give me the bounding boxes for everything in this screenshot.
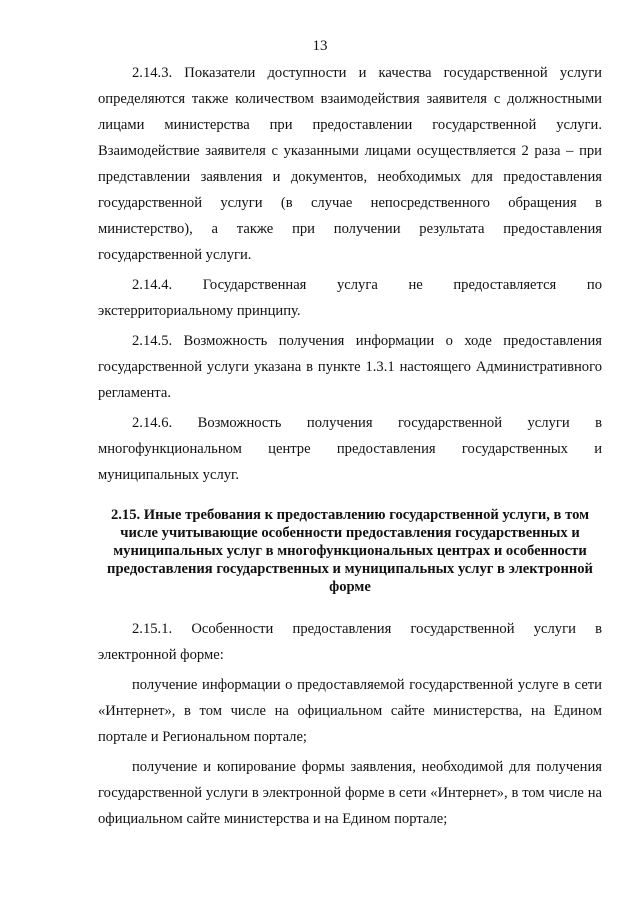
paragraph-2-14-4: 2.14.4. Государственная услуга не предоставляется по экстерриториальному принципу. — [98, 277, 602, 319]
page-number: 13 — [312, 38, 328, 54]
section-heading-block — [98, 506, 602, 596]
paragraphs-before-section — [98, 60, 602, 488]
section-title: 2.15. Иные требования к предоставлению государственной услуги, в том числе учитывающие особенности предоставления государственных и муниципальных услуг в многофункциональных центрах и особенности предоставления государственных и муниципальных услуг в электронной форме — [107, 507, 593, 595]
paragraph-2-15-1: 2.15.1. Особенности предоставления государственной услуги в электронной форме: — [98, 621, 602, 663]
paragraph-2-14-3: 2.14.3. Показатели доступности и качества государственной услуги определяются также количеством взаимодействия заявителя с должностными лицами министерства при предоставлении государственной услуги. Взаимодействие заявителя с указанными лицами осуществляется 2 раза – при представлении заявления и документов, необходимых для предоставления государственной услуги (в случае непосредственного обращения в министерство), а также при получении результата предоставления государственной услуги. — [98, 65, 602, 263]
list-item-info: получение информации о предоставляемой государственной услуге в сети «Интернет», в том числе на официальном сайте министерства, на Едином портале и Региональном портале; — [98, 677, 602, 745]
paragraph-2-14-5: 2.14.5. Возможность получения информации о ходе предоставления государственной услуги указана в пункте 1.3.1 настоящего Административного регламента. — [98, 333, 602, 401]
paragraphs-after-section — [98, 616, 602, 832]
list-item-form: получение и копирование формы заявления, необходимой для получения государственной услуги в электронной форме в сети «Интернет», в том числе на официальном сайте министерства и на Едином портале; — [98, 759, 602, 827]
paragraph-2-14-6: 2.14.6. Возможность получения государственной услуги в многофункциональном центре предоставления государственных и муниципальных услуг. — [98, 415, 602, 483]
